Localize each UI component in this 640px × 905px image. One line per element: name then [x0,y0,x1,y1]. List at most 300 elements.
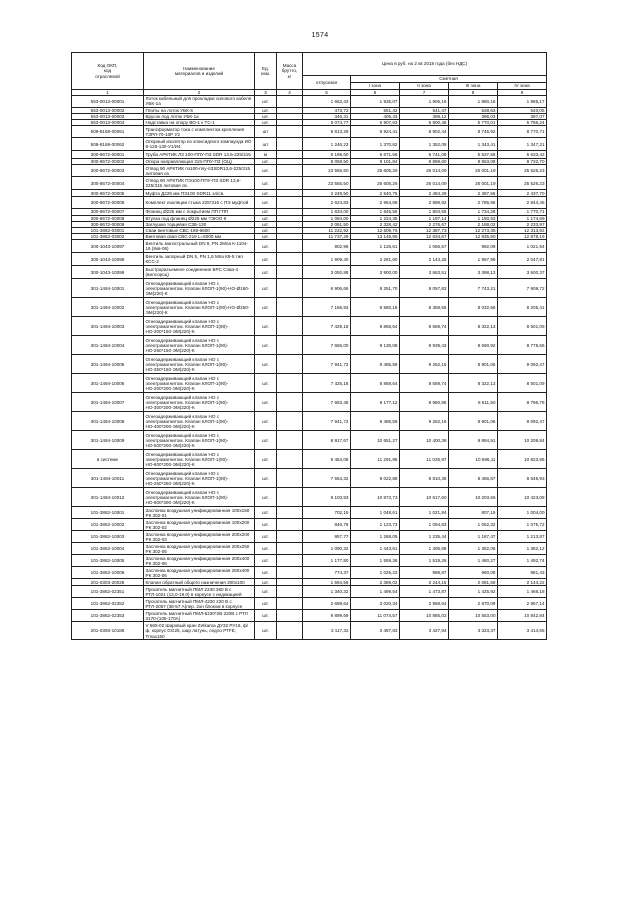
price-factory: 957,77 [303,531,351,543]
table-row [72,555,547,567]
price-zone-3: 8 553,08 [449,159,498,165]
header-price-group: Цена в руб. на 2 кв 2018 года (без НДС) [303,53,547,76]
header-unit: Ед. изм. [255,53,277,90]
price-factory: 11 737,29 [303,234,351,240]
item-code: 300-8672-00008 [72,215,144,221]
price-factory: 2 061,50 [303,221,351,227]
item-name: Огнезадерживающий клапан НО с электромагнитом. Клапан КЛОП-1(90)-НО-250*250-ЭМ(220)-К [144,469,255,488]
price-zone-3: 2 081,59 [449,579,498,586]
price-zone-2: 541,47 [400,107,449,113]
header-zone-1: I зона [351,83,400,90]
item-name: Муфта Д225 мм ПЭ100 SDR11 эл/св. [144,190,255,197]
item-name: Брусок под лоток УБК-1а [144,113,255,119]
item-name: Огнезадерживающий клапан НО с электромагнитом. Клапан КЛОП-1(90)-НО-200*150-ЭМ(220)-К [144,317,255,336]
item-name: Огнезадерживающий клапан НО с электромагнитом. Клапан КЛОП-1(90)-НО-600*200-ЭМ(220)-К [144,450,255,469]
item-unit: шт. [255,298,277,317]
price-zone-3: 25 001,19 [449,177,498,190]
price-zone-3: 1 734,28 [449,209,498,215]
price-zone-4: 2 233,97 [498,221,547,227]
item-code: 101-3862-03001 [72,228,144,234]
item-code: 300-1043-10099 [72,266,144,279]
price-zone-4: 8 732,70 [498,159,547,165]
price-zone-4: 1 466,18 [498,586,547,598]
price-zone-2: 3 427,94 [400,622,449,640]
price-factory: 7 941,72 [303,355,351,374]
price-zone-4: 8 501,09 [498,317,547,336]
item-code: 553-0013-00002 [72,107,144,113]
column-number: 2 [144,90,255,96]
price-zone-2: 8 659,74 [400,317,449,336]
item-unit: шт. [255,412,277,431]
price-zone-2: 1 021,84 [400,507,449,519]
price-factory: 1 909,40 [303,253,351,266]
price-zone-2: 5 741,09 [400,151,449,159]
table-row [72,586,547,598]
table-row [72,469,547,488]
price-zone-1: 1 126,61 [351,240,400,253]
item-code: 101-3862-10006 [72,567,144,579]
price-zone-2: 26 014,09 [400,177,449,190]
price-zone-4: 1 213,87 [498,531,547,543]
price-zone-1: 1 845,56 [351,209,400,215]
price-zone-4: 7 909,72 [498,279,547,298]
item-code: 300-8672-00005 [72,190,144,197]
price-zone-4: 3 414,65 [498,622,547,640]
item-unit: шт. [255,209,277,215]
item-code: 101-3862-02352 [72,598,144,610]
item-code: 300-8672-00007 [72,209,144,215]
item-weight [277,355,303,374]
price-zone-2: 8 902,44 [400,126,449,138]
item-unit: шт. [255,610,277,622]
price-zone-4: 540,05 [498,107,547,113]
price-zone-3: 1 880,18 [449,96,498,107]
item-code: 300-8672-00003 [72,165,144,177]
price-zone-1: 1 443,61 [351,543,400,555]
table-row [72,197,547,209]
item-name: Вентиль запорный DN 5, PN 1,6 Мпа К9-5 тип КСС-2 [144,253,255,266]
price-zone-1: 9 135,08 [351,336,400,355]
table-row [72,298,547,317]
item-weight [277,622,303,640]
price-zone-1: 1 025,23 [351,567,400,579]
table-row [72,279,547,298]
table-row [72,431,547,450]
item-code: 301-1494-10007 [72,393,144,412]
item-code: 301-1494-10004 [72,336,144,355]
item-weight [277,374,303,393]
price-zone-1: 1 499,54 [351,586,400,598]
price-zone-1: 2 389,02 [351,579,400,586]
item-name: Огнезадерживающий клапан НО с электромагнитом. Клапан КЛОП-1(90)-НО-400*200-ЭМ(220)-К [144,412,255,431]
item-code: 300-8672-00004 [72,177,144,190]
price-zone-2: 2 276,67 [400,221,449,227]
price-zone-1: 405,43 [351,113,400,119]
item-weight [277,555,303,567]
item-name: Заслонка воздушная унифицированная 200х250 РК 302-05 [144,543,255,555]
item-code: 201-0303-20028 [72,579,144,586]
item-unit: шт. [255,579,277,586]
item-name: Заслонка воздушная унифицированная 100х200 РК 302-02 [144,519,255,531]
price-zone-4: 8 775,66 [498,336,547,355]
price-zone-3: 1 150,53 [449,215,498,221]
item-unit: шт. [255,96,277,107]
price-zone-1: 10 651,27 [351,431,400,450]
price-zone-4: 10 842,84 [498,610,547,622]
item-weight [277,266,303,279]
item-code: 101-3862-02351 [72,586,144,598]
item-code: 101-3862-10005 [72,555,144,567]
price-factory: 846,76 [303,519,351,531]
price-zone-4: 2 844,45 [498,197,547,209]
price-zone-2: 3 663,51 [400,266,449,279]
item-name: Огнезадерживающий клапан НО с электромагнитом. Клапан КЛОП-1(90)-НО-Ø250-ЭМ(220)-К [144,298,255,317]
price-zone-3: 960,08 [449,567,498,579]
price-zone-3: 12 273,35 [449,228,498,234]
item-weight [277,253,303,266]
table-row [72,165,547,177]
item-name: Огнезадерживающий клапан НО с электромагнитом. Клапан КЛОП-1(90)-НО-200*200-ЭМ(220)-К [144,374,255,393]
price-zone-4: 397,07 [498,113,547,119]
item-code: 300-8672-00006 [72,197,144,209]
column-number: 5 [303,90,351,96]
price-zone-2: 5 800,46 [400,120,449,126]
price-zone-1: 1 370,82 [351,138,400,151]
price-zone-2: 998,87 [400,567,449,579]
item-name: Огнезадерживающий клапан НО с электромагнитом. Клапан КЛОП-1(90)-НО-300*200-ЭМ(220)-К [144,393,255,412]
header-factory: отпускная [303,76,351,90]
price-zone-2: 8 057,83 [400,279,449,298]
price-zone-1: 13 145,86 [351,234,400,240]
table-row [72,412,547,431]
price-zone-1: 5 907,63 [351,120,400,126]
price-zone-1: 10 873,73 [351,488,400,507]
item-name: Заслонка воздушная унифицированная 100х150 РК 302-01 [144,507,255,519]
item-code: 509-8168-00062 [72,138,144,151]
item-name: Лоток кабельный для прокладки силового кабеля УБК-1а [144,96,255,107]
price-zone-1: 2 964,69 [351,197,400,209]
price-zone-4: 5 786,24 [498,120,547,126]
table-row [72,266,547,279]
price-factory: 11 222,92 [303,228,351,234]
price-zone-1: 1 123,73 [351,519,400,531]
item-unit: шт. [255,622,277,640]
price-factory: 7 683,46 [303,393,351,412]
table-row [72,450,547,469]
price-factory: 23 555,50 [303,177,351,190]
item-unit: шт. [255,165,277,177]
header-zone-3: III зона [449,83,498,90]
item-weight [277,469,303,488]
price-factory: 7 425,18 [303,374,351,393]
price-zone-3: 8 901,06 [449,355,498,374]
price-factory: 6 906,66 [303,279,351,298]
item-name: Пускатель магнитный ПМЛ 2230 380 В с РТЛ-1021 (13,0-19,0) в корпусе с индикацией [144,586,255,598]
price-zone-3: 1 187,47 [449,531,498,543]
item-unit: шт. [255,221,277,227]
price-zone-2: 8 899,60 [400,159,449,165]
item-name: Комплект изоляции стыка 225*315 с ПЭ муфтой [144,197,255,209]
item-name: Заслонка воздушная унифицированная 200х200 РК 302-03 [144,531,255,543]
price-table-body [72,96,547,640]
item-unit: шт. [255,107,277,113]
price-zone-4: 8 205,41 [498,298,547,317]
item-weight [277,598,303,610]
price-factory: 2 249,50 [303,190,351,197]
item-name: V 565-02 Шаровый кран Zetkama ДУ32 РУ16, ф/ф, корпус GG25, шар латунь, седло РТFE, Tmax150 [144,622,255,640]
price-zone-4: 1 885,17 [498,96,547,107]
item-unit: шт. [255,567,277,579]
price-zone-1: 26 605,26 [351,177,400,190]
item-name: Втулка под фланец Ø225 мм ?ЭЮО 9 [144,215,255,221]
item-code: 301-1494-10001 [72,279,144,298]
price-zone-4: 1 382,12 [498,543,547,555]
price-zone-4: 25 526,23 [498,177,547,190]
table-row [72,177,547,190]
item-weight [277,507,303,519]
price-zone-1: 1 559,36 [351,555,400,567]
item-name: Огнезадерживающий клапан НО с электромагнитом. Клапан КЛОП-1(90)-НО-250*150-ЭМ(220)-К [144,336,255,355]
item-weight [277,488,303,507]
price-zone-1: 25 605,26 [351,165,400,177]
price-factory: 9 103,93 [303,488,351,507]
price-zone-4: 12 878,19 [498,234,547,240]
item-unit: шт. [255,488,277,507]
price-zone-3: 8 745,92 [449,126,498,138]
price-zone-4: 1 021,94 [498,240,547,253]
price-factory: 774,37 [303,567,351,579]
price-zone-4: 10 423,08 [498,488,547,507]
table-row [72,519,547,531]
item-unit: шт. [255,586,277,598]
item-code: 101-3862-03002 [72,234,144,240]
price-zone-2: 1 473,87 [400,586,449,598]
item-weight [277,96,303,107]
price-zone-4: 2 144,22 [498,579,547,586]
table-row [72,151,547,159]
price-zone-3: 3 323,37 [449,622,498,640]
price-zone-1: 9 101,84 [351,159,400,165]
price-zone-3: 8 466,87 [449,469,498,488]
table-row [72,543,547,555]
price-zone-2: 10 400,38 [400,431,449,450]
item-name: Трансформатор тока с комплектом крепления ТЗРЛ-70-10Р У2 [144,126,255,138]
price-zone-4: 981,43 [498,567,547,579]
price-zone-4: 1 770,71 [498,209,547,215]
price-zone-3: 25 001,19 [449,165,498,177]
item-unit: шт. [255,317,277,336]
price-zone-3: 10 203,66 [449,488,498,507]
price-zone-2: 8 939,43 [400,336,449,355]
item-name: Клапан обратный общего назначения 200х100 [144,579,255,586]
price-zone-3: 8 611,50 [449,393,498,412]
item-unit: шт [255,126,277,138]
price-zone-3: 1 352,06 [449,543,498,555]
item-weight [277,317,303,336]
item-weight [277,531,303,543]
price-zone-1: 8 251,70 [351,279,400,298]
price-factory: 5 198,60 [303,151,351,159]
item-code: 553-0013-00001 [72,96,144,107]
item-code: 201-0393-10188 [72,622,144,640]
item-code: 101-3862-10003 [72,531,144,543]
price-zone-2: 8 659,74 [400,374,449,393]
price-zone-1: 8 868,64 [351,317,400,336]
item-name: Заслонка воздушная унифицированная 250х400 РК 302-06 [144,567,255,579]
price-zone-2: 398,12 [400,113,449,119]
price-zone-3: 1 460,27 [449,555,498,567]
price-zone-2: 10 617,60 [400,488,449,507]
price-zone-3: 2 387,56 [449,190,498,197]
price-factory: 1 084,00 [303,215,351,221]
price-factory: 2 699,64 [303,598,351,610]
price-zone-3: 10 553,00 [449,610,498,622]
table-row [72,507,547,519]
price-factory: 1 340,32 [303,586,351,598]
item-code: 301-1494-10009 [72,431,144,450]
price-zone-3: 10 596,11 [449,450,498,469]
item-name: Заглушка торцевая СЗБ-130 [144,221,255,227]
price-factory: 7 166,93 [303,298,351,317]
price-zone-3: 5 770,01 [449,120,498,126]
item-unit: шт. [255,234,277,240]
price-zone-3: 8 322,13 [449,374,498,393]
price-factory: 1 634,00 [303,209,351,215]
item-weight [277,519,303,531]
item-name: Фланец Ø225 мм с покрытием ПП ГПП [144,209,255,215]
price-zone-1: 9 485,59 [351,355,400,374]
price-zone-3: 5 537,55 [449,151,498,159]
item-weight [277,450,303,469]
item-unit: шт. [255,197,277,209]
price-zone-1: 1 268,05 [351,531,400,543]
price-factory: 23 555,50 [303,165,351,177]
price-zone-2: 9 262,16 [400,412,449,431]
item-name: Быстроразъемное соединение БРС Сова-4 (вилсороц) [144,266,255,279]
price-factory: 3 092,88 [303,266,351,279]
price-zone-1: 3 900,00 [351,266,400,279]
header-estimate: Сметная [351,76,547,83]
item-code: 101-3862-10001 [72,507,144,519]
item-unit: шт. [255,159,277,165]
price-zone-3: 3 398,13 [449,266,498,279]
column-number: 7 [400,90,449,96]
price-zone-1: 1 935,07 [351,96,400,107]
price-zone-3: 2 188,02 [449,221,498,227]
price-zone-2: 1 197,14 [400,215,449,221]
item-name: Огнезадерживающий клапан НО с электромагнитом. Клапан КЛОП-1(90)-НО-350*150-ЭМ(220)-К [144,355,255,374]
price-zone-3: 9 994,91 [449,431,498,450]
item-unit: шт. [255,598,277,610]
table-row [72,598,547,610]
header-name: Наименование материалов и изделий [144,53,255,90]
item-code: 300-8672-00001 [72,151,144,159]
item-weight [277,240,303,253]
price-factory: 1 594,59 [303,579,351,586]
column-number: 4 [277,90,303,96]
price-zone-4: 9 092,47 [498,412,547,431]
item-unit: шт. [255,469,277,488]
price-factory: 1 246,23 [303,138,351,151]
table-row [72,126,547,138]
price-zone-2: 12 634,67 [400,234,449,240]
price-zone-2: 12 387,73 [400,228,449,234]
item-unit: шт. [255,450,277,469]
price-zone-4: 10 209,84 [498,431,547,450]
price-zone-2: 2 143,25 [400,253,449,266]
price-factory: 346,31 [303,113,351,119]
price-factory: 473,73 [303,107,351,113]
price-zone-4: 25 526,23 [498,165,547,177]
price-zone-3: 1 343,41 [449,138,498,151]
price-factory: 8 917,67 [303,431,351,450]
price-zone-4: 12 313,82 [498,228,547,234]
item-name: Надставка на опору ВО-1 к ТС-1 [144,120,255,126]
item-unit: шт. [255,279,277,298]
price-table [71,52,547,640]
price-zone-1: 8 868,64 [351,374,400,393]
price-factory: 3 117,32 [303,622,351,640]
item-name: Огнезадерживающий клапан НО с электромагнитом. Клапан КЛОП-1(90)-НО-500*200-ЭМ(220)-К [144,431,255,450]
price-zone-4: 8 501,09 [498,374,547,393]
price-zone-4: 9 092,47 [498,355,547,374]
item-code: 553-0013-00004 [72,120,144,126]
price-factory: 902,96 [303,240,351,253]
price-zone-3: 1 425,92 [449,586,498,598]
table-row [72,336,547,355]
price-zone-1: 9 485,59 [351,412,400,431]
price-zone-1: 3 020,34 [351,598,400,610]
item-unit: шт. [255,266,277,279]
price-zone-3: 7 743,21 [449,279,498,298]
item-code: 301-1494-10011 [72,469,144,488]
price-factory: 1 177,80 [303,555,351,567]
price-zone-4: 8 648,93 [498,469,547,488]
item-weight [277,151,303,159]
item-name: Пускатель магнитный ПМЛ-4230 220 В с РТЛ-2057 (38-57 А)пер. 2хн блоком в корпусе [144,598,255,610]
item-name: Огнезадерживающий клапан НО с электромагнитом. Клапан КЛОП-1(90)-НО-600*300-ЭМ(220)-К [144,488,255,507]
item-unit: шт. [255,253,277,266]
price-zone-1: 11 291,95 [351,450,400,469]
price-zone-4: 5 633,42 [498,151,547,159]
price-factory: 2 624,83 [303,197,351,209]
header-zone-2: II зона [400,83,449,90]
price-zone-2: 1 804,55 [400,209,449,215]
price-zone-2: 1 352,09 [400,138,449,151]
price-zone-3: 12 835,80 [449,234,498,240]
item-weight [277,165,303,177]
price-factory: 8 058,50 [303,159,351,165]
price-zone-3: 8 590,92 [449,336,498,355]
column-number: 9 [498,90,547,96]
item-weight [277,586,303,598]
price-zone-2: 2 898,82 [400,197,449,209]
item-code: 300-8672-00002 [72,159,144,165]
price-zone-2: 2 244,15 [400,579,449,586]
price-factory: 7 665,00 [303,336,351,355]
price-zone-4: 2 957,14 [498,598,547,610]
item-name: Опорный изолятор из эпоксидного компаунда ИО 8-125-130-У1/И4 [144,138,255,151]
item-code: 301-1494-10005 [72,355,144,374]
price-factory: 9 454,08 [303,450,351,469]
item-name: Пускатель магнитный ПМЛ-6230*2В 220В с РТЛ 3170-(105-170А) [144,610,255,622]
item-code: 101-3862-10004 [72,543,144,555]
price-zone-2: 1 519,26 [400,555,449,567]
price-zone-4: 1 492,74 [498,555,547,567]
item-weight [277,126,303,138]
item-code: 101-3862-02353 [72,610,144,622]
item-unit: шт. [255,190,277,197]
